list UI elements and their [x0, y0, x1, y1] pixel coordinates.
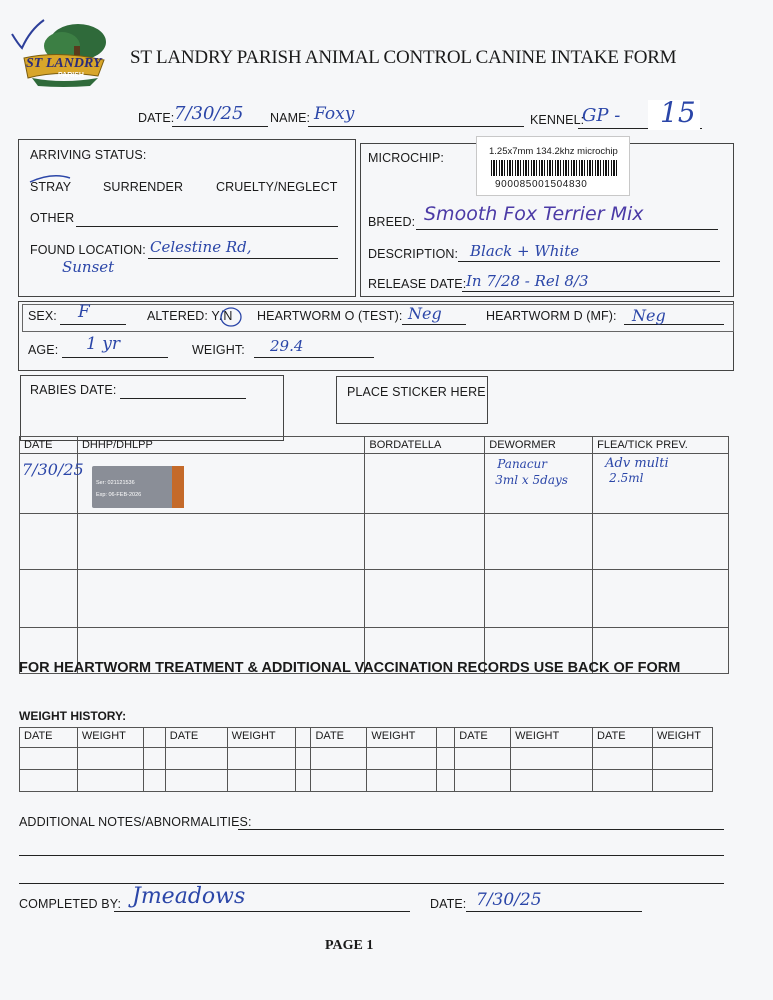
wh-header-weight: WEIGHT [367, 728, 437, 748]
kennel-label: KENNEL: [530, 113, 585, 127]
completion-date-label: DATE: [430, 897, 467, 911]
vial-sticker-stripe [172, 466, 184, 508]
arriving-status-title: ARRIVING STATUS: [30, 148, 147, 162]
header-dewormer: DEWORMER [485, 437, 593, 454]
microchip-barcode [491, 160, 617, 176]
microchip-sticker [476, 136, 630, 196]
dewormer-value-1: Panacur [497, 457, 548, 471]
age-value: 1 yr [86, 334, 120, 354]
wh-header-weight: WEIGHT [77, 728, 143, 748]
parish-logo [18, 22, 110, 88]
other-label: OTHER [30, 211, 75, 225]
vaccination-table [19, 436, 729, 674]
completed-by-label: COMPLETED BY: [19, 897, 122, 911]
vaccination-row [20, 570, 729, 628]
sex-label: SEX: [28, 309, 57, 323]
vaccination-row [20, 514, 729, 570]
sticker-placement-box [336, 376, 488, 424]
found-location-label: FOUND LOCATION: [30, 243, 146, 257]
heartworm-mf-value: Neg [632, 306, 666, 325]
flea-tick-value-1: Adv multi [605, 456, 669, 471]
kennel-value: 15 [660, 96, 696, 129]
altered-label: ALTERED: Y/N [147, 309, 233, 323]
microchip-sticker-text: 1.25x7mm 134.2khz microchip [489, 146, 618, 157]
release-date-label: RELEASE DATE: [368, 277, 467, 291]
weight-history-row [20, 770, 713, 792]
weight-history-table [19, 727, 713, 792]
vaccine-date-value: 7/30/25 [22, 460, 84, 479]
wh-header-weight: WEIGHT [511, 728, 593, 748]
weight-value: 29.4 [270, 337, 304, 355]
form-title: ST LANDRY PARISH ANIMAL CONTROL CANINE INTAKE FORM [130, 47, 677, 68]
header-flea-tick: FLEA/TICK PREV. [593, 437, 729, 454]
sticker-placement-label: PLACE STICKER HERE [347, 385, 486, 399]
dewormer-value-2: 3ml x 5days [495, 473, 568, 487]
wh-header-weight: WEIGHT [652, 728, 712, 748]
back-of-form-notice: FOR HEARTWORM TREATMENT & ADDITIONAL VACCINATION RECORDS USE BACK OF FORM [19, 660, 681, 676]
notes-label: ADDITIONAL NOTES/ABNORMALITIES: [19, 815, 252, 829]
date-value: 7/30/25 [174, 103, 244, 124]
weight-history-row [20, 748, 713, 770]
wh-header-date: DATE [455, 728, 511, 748]
header-bordatella: BORDATELLA [365, 437, 485, 454]
name-value: Foxy [314, 104, 355, 124]
heartworm-test-value: Neg [408, 304, 442, 323]
release-date-value: In 7/28 - Rel 8/3 [466, 272, 589, 290]
microchip-label: MICROCHIP: [368, 151, 444, 165]
name-label: NAME: [270, 111, 311, 125]
date-label: DATE: [138, 111, 175, 125]
heartworm-test-label: HEARTWORM O (TEST): [257, 309, 403, 323]
heartworm-mf-label: HEARTWORM D (MF): [486, 309, 617, 323]
wh-header-date: DATE [20, 728, 78, 748]
status-cruelty-neglect[interactable]: CRUELTY/NEGLECT [216, 180, 338, 194]
weight-label: WEIGHT: [192, 343, 245, 357]
vaccination-row [20, 454, 729, 514]
found-location-value-1: Celestine Rd, [150, 238, 252, 256]
completed-by-signature: Jmeadows [132, 884, 246, 909]
wh-header-date: DATE [593, 728, 653, 748]
kennel-prefix: GP - [582, 105, 621, 126]
header-date: DATE [20, 437, 78, 454]
status-surrender[interactable]: SURRENDER [103, 180, 184, 194]
wh-header-date: DATE [165, 728, 227, 748]
wh-header-weight: WEIGHT [227, 728, 295, 748]
age-label: AGE: [28, 343, 59, 357]
altered-circle-mark [218, 304, 244, 330]
flea-tick-value-2: 2.5ml [609, 471, 644, 485]
breed-label: BREED: [368, 215, 416, 229]
weight-history-title: WEIGHT HISTORY: [19, 709, 127, 723]
vial-lot-text: Ser: 021121536 [95, 480, 135, 486]
status-stray[interactable]: STRAY [30, 180, 72, 194]
wh-header-date: DATE [311, 728, 367, 748]
breed-value: Smooth Fox Terrier Mix [424, 203, 644, 225]
vial-exp-text: Exp: 06-FEB-2026 [95, 492, 142, 498]
rabies-date-label: RABIES DATE: [30, 383, 117, 397]
header-dhhp: DHHP/DHLPP [77, 437, 364, 454]
sex-value: F [78, 302, 90, 322]
completion-date-value: 7/30/25 [476, 890, 542, 910]
stray-circle-mark [24, 170, 78, 202]
description-value: Black + White [470, 242, 580, 260]
vaccine-vial-sticker [92, 466, 184, 508]
page-number: PAGE 1 [325, 938, 374, 953]
found-location-value-2: Sunset [62, 258, 115, 276]
description-label: DESCRIPTION: [368, 247, 459, 261]
microchip-number: 900085001504830 [495, 179, 588, 190]
logo-text: ST LANDRY [26, 56, 102, 71]
logo-subtext: PARISH [58, 72, 84, 79]
